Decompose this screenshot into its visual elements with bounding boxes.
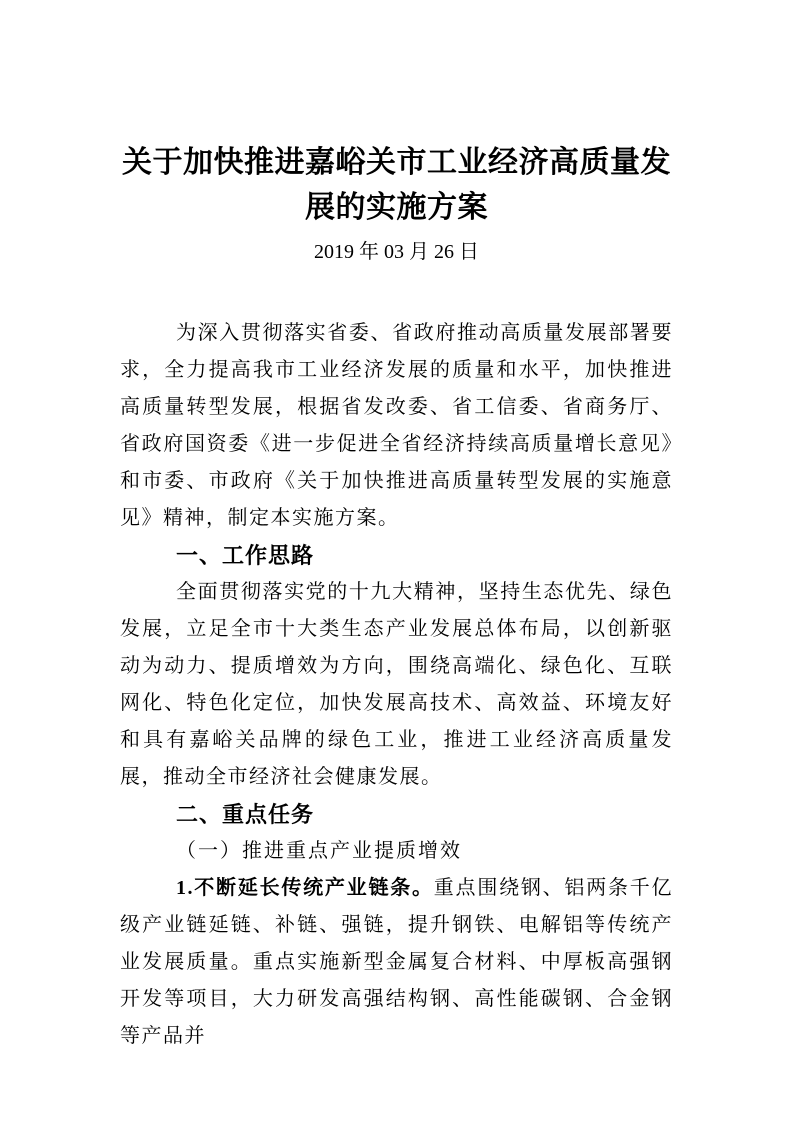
document-body (120, 315, 673, 1055)
document-title: 关于加快推进嘉峪关市工业经济高质量发展的实施方案 (122, 146, 671, 224)
document-date: 2019 年 03 月 26 日 (314, 241, 479, 263)
section-heading: 一、工作思路 (176, 543, 315, 568)
sub-heading: （一）推进重点产业提质增效 (176, 840, 462, 862)
paragraph-lead: 1.不断延长传统产业链条。 (176, 877, 434, 899)
body-paragraph: 全面贯彻落实党的十九大精神，坚持生态优先、绿色发展，立足全市十大类生态产业发展总体布局，以创新驱动为动力、提质增效为方向，围绕高端化、绿色化、互联网化、特色化定位，加快发展高技术、高效益、环境友好和具有嘉峪关品牌的绿色工业，推进工业经济高质量发展，推动全市经济社会健康发展。 (120, 581, 673, 788)
body-paragraph (120, 870, 673, 1055)
body-paragraph: 为深入贯彻落实省委、省政府推动高质量发展部署要求，全力提高我市工业经济发展的质量和水平，加快推进高质量转型发展，根据省发改委、省工信委、省商务厅、省政府国资委《进一步促进全省经济持续高质量增长意见》和市委、市政府《关于加快推进高质量转型发展的实施意见》精神，制定本实施方案。 (120, 322, 673, 529)
paragraph-text: 重点围绕钢、铝两条千亿级产业链延链、补链、强链，提升钢铁、电解铝等传统产业发展质量。重点实施新型金属复合材料、中厚板高强钢开发等项目，大力研发高强结构钢、高性能碳钢、合金钢等产品并 (120, 877, 674, 1047)
section-heading: 二、重点任务 (176, 802, 315, 827)
